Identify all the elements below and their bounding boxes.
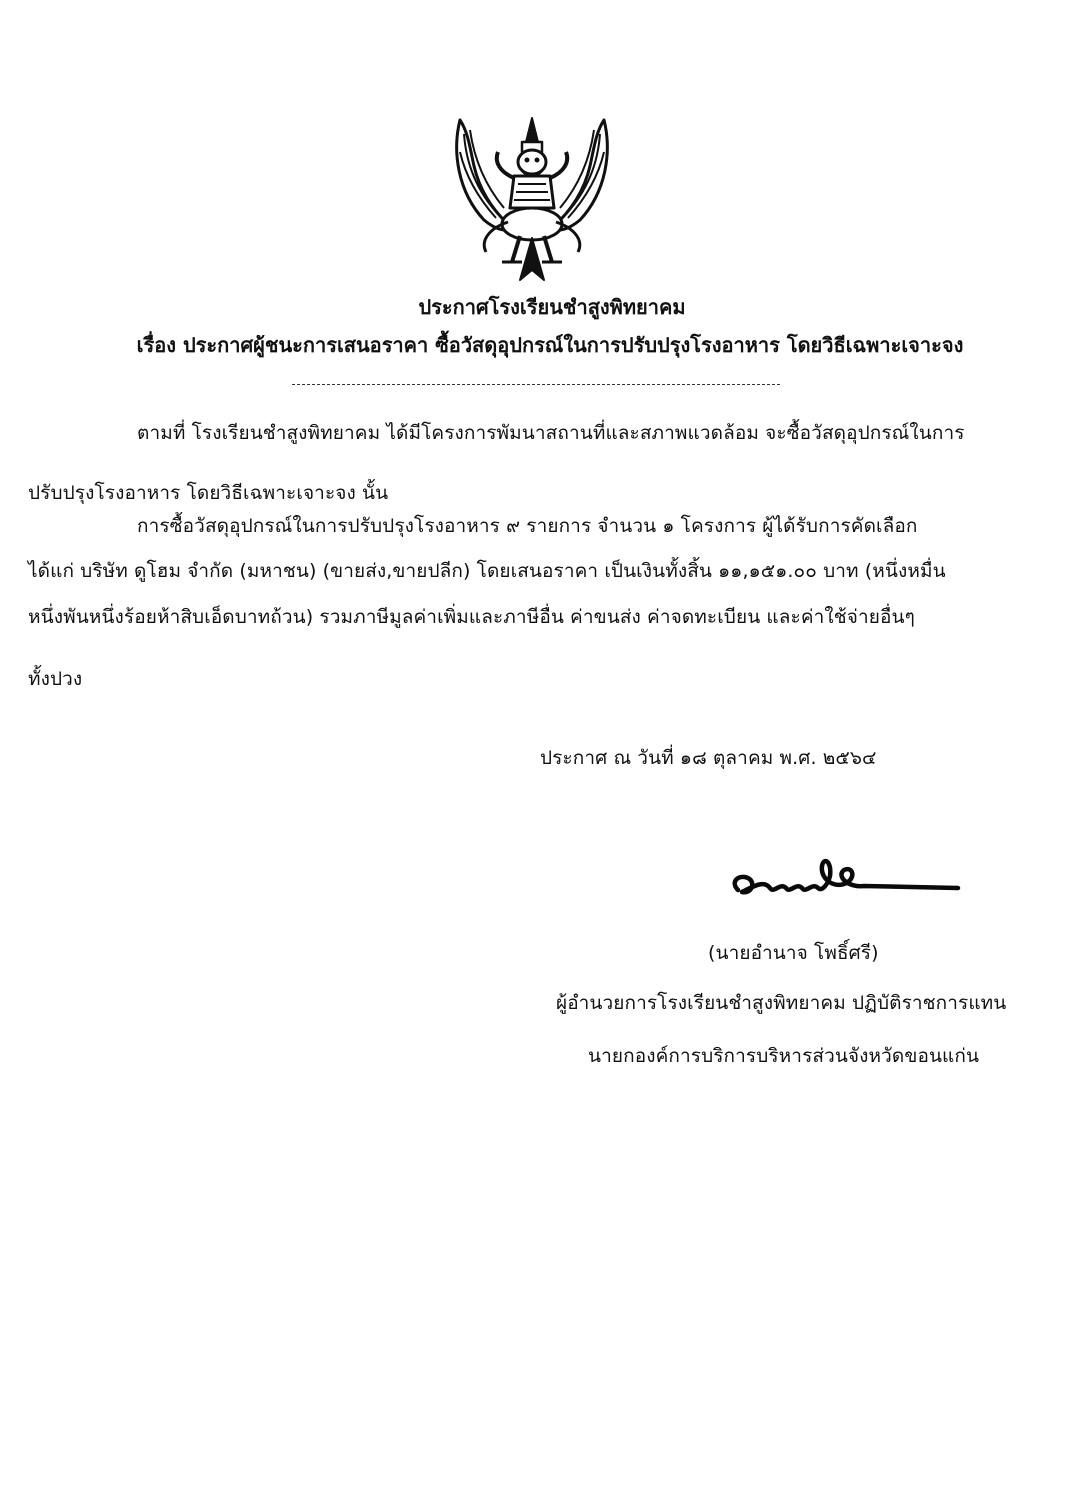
announcement-subject: เรื่อง ประกาศผู้ชนะการเสนอราคา ซื้อวัสดุอุปกรณ์ในการปรับปรุงโรงอาหาร โดยวิธีเฉพาะเจาะจง bbox=[136, 333, 964, 357]
body-line-6: ทั้งปวง bbox=[28, 668, 83, 690]
separator-line bbox=[292, 384, 780, 385]
body-line-4: ได้แก่ บริษัท ดูโฮม จำกัด (มหาชน) (ขายส่ง,ขายปลีก) โดยเสนอราคา เป็นเงินทั้งสิ้น ๑๑,๑๕๑.๐๐ บาท (หนึ่งหมื่น bbox=[28, 560, 946, 582]
signer-position-1: ผู้อำนวยการโรงเรียนชำสูงพิทยาคม ปฏิบัติราชการแทน bbox=[556, 992, 1007, 1014]
body-line-5: หนึ่งพันหนึ่งร้อยห้าสิบเอ็ดบาทถ้วน) รวมภาษีมูลค่าเพิ่มและภาษีอื่น ค่าขนส่ง ค่าจดทะเบียน และค่าใช้จ่ายอื่นๆ bbox=[28, 606, 915, 628]
signer-name: (นายอำนาจ โพธิ์ศรี) bbox=[708, 942, 879, 964]
body-line-2: ปรับปรุงโรงอาหาร โดยวิธีเฉพาะเจาะจง นั้น bbox=[28, 482, 389, 504]
announcement-title: ประกาศโรงเรียนชำสูงพิทยาคม bbox=[418, 295, 686, 319]
signer-position-2: นายกองค์การบริการบริหารส่วนจังหวัดขอนแก่น bbox=[588, 1045, 980, 1067]
body-line-3: การซื้อวัสดุอุปกรณ์ในการปรับปรุงโรงอาหาร ๙ รายการ จำนวน ๑ โครงการ ผู้ได้รับการคัดเลือก bbox=[137, 515, 918, 537]
garuda-emblem-icon bbox=[450, 112, 614, 284]
announce-date: ประกาศ ณ วันที่ ๑๘ ตุลาคม พ.ศ. ๒๕๖๔ bbox=[540, 747, 877, 769]
signature-image bbox=[724, 846, 964, 916]
body-line-1: ตามที่ โรงเรียนชำสูงพิทยาคม ได้มีโครงการพัมนาสถานที่และสภาพแวดล้อม จะซื้อวัสดุอุปกรณ์ในการ bbox=[137, 422, 965, 444]
